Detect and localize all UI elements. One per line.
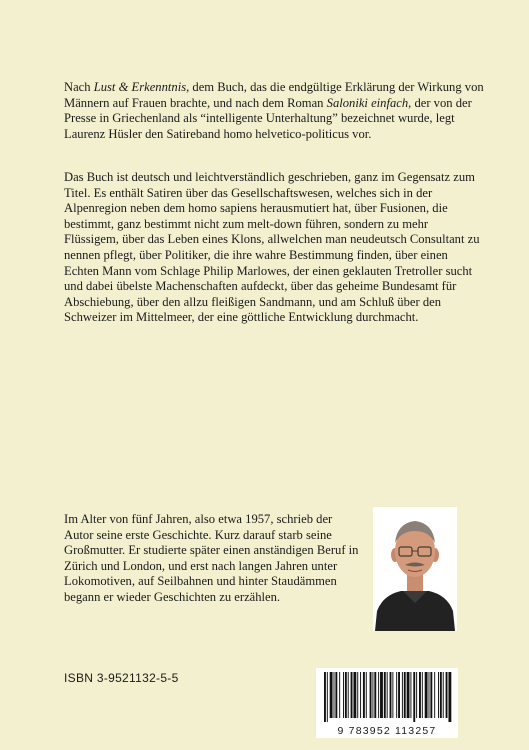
- intro-text-a: Nach: [64, 80, 94, 94]
- barcode-bar: [378, 672, 379, 718]
- barcode-bar: [353, 672, 356, 718]
- barcode-bar: [363, 672, 365, 718]
- barcode-bar: [438, 672, 439, 718]
- barcode-bar: [339, 672, 340, 718]
- barcode-bar: [430, 672, 432, 718]
- intro-text-c: , der von der Presse in Griechenland als “intelligente Unterhaltung” bezeichnet wurde, legt Laurenz Hüsler den Satireband homo helvetico-politicus vor.: [64, 95, 472, 141]
- barcode-bar: [407, 672, 410, 718]
- book-title-saloniki: Saloniki einfach: [326, 95, 409, 110]
- barcode-bar: [440, 672, 442, 718]
- barcode-bar: [370, 672, 372, 718]
- description-paragraph: Das Buch ist deutsch und leichtverständlich geschrieben, ganz im Gegensatz zum Titel. Es enthält Satiren über das Gesellschaftswesen, welches sich in der Alpenregion neben dem homo sapiens herausmutiert hat, über Fusionen, die bestimmt, ganz bestimmt nicht zum melt-down führen, sondern zu mehr Flüssigem, über das Leben eines Klons, allwelchen man neudeutsch Consultant zu nennen pflegt, über Politiker, die ihre wahre Bestimmung finden, über einen Echten Mann vom Schlage Philip Marlowes, der einen geklauten Tretroller sucht und dabei übelste Machenschaften aufdeckt, über das geheime Bundesamt für Abschiebung, über den allzu fleißigen Sandmann, und am Schluß über den Schweizer im Mittelmeer, der eine göttliche Entwicklung durchmacht.: [64, 170, 480, 325]
- barcode-bar: [380, 672, 383, 718]
- barcode-bar: [327, 672, 328, 722]
- barcode-bar: [419, 672, 421, 718]
- barcode-bar: [324, 672, 326, 722]
- author-photo: [373, 507, 457, 631]
- barcode-bar: [343, 672, 344, 718]
- barcode-bar: [422, 672, 423, 718]
- isbn-number: ISBN 3-9521132-5-5: [64, 671, 179, 685]
- barcode-bar: [372, 672, 373, 718]
- barcode-bar: [413, 672, 415, 722]
- barcode-bar: [429, 672, 430, 718]
- barcode-bar: [404, 672, 406, 718]
- barcode-bar: [374, 672, 376, 718]
- barcode-bar: [392, 672, 393, 718]
- barcode-bar: [425, 672, 428, 718]
- barcode-bar: [448, 672, 451, 722]
- barcode-bar: [396, 672, 397, 718]
- barcode-bar: [330, 672, 333, 718]
- barcode-digits: 9 783952 113257: [337, 725, 437, 737]
- barcode-bar: [345, 672, 347, 718]
- intro-paragraph: [64, 80, 484, 142]
- barcode-bar: [360, 672, 361, 718]
- barcode-bar: [348, 672, 349, 718]
- author-bio: Im Alter von fünf Jahren, also etwa 1957, schrieb der Autor seine erste Geschichte. Kurz darauf starb seine Großmutter. Er studierte später einen anständigen Beruf in Zürich und London, und erst nach langen Jahren unter Lokomotiven, auf Seilbahnen und hinter Staudämmen begann er wieder Geschichten zu erzählen.: [64, 512, 359, 604]
- intro-text-b: , dem Buch, das die endgültige Erklärung der Wirkung von Männern auf Frauen brachte, und nach dem Roman: [64, 80, 484, 110]
- barcode-bar: [398, 672, 400, 718]
- barcode-bar: [416, 672, 417, 718]
- barcode: [316, 668, 458, 738]
- barcode-bar: [334, 672, 335, 718]
- barcode-bar: [402, 672, 403, 718]
- barcode-bar: [366, 672, 367, 718]
- barcode-bars: [322, 672, 452, 722]
- barcode-bar: [443, 672, 444, 718]
- barcode-bar: [434, 672, 435, 718]
- barcode-bar: [390, 672, 392, 718]
- book-title-lust: Lust & Erkenntnis: [93, 80, 187, 94]
- barcode-bar: [410, 672, 411, 718]
- barcode-bar: [357, 672, 358, 718]
- barcode-bar: [335, 672, 337, 718]
- barcode-bar: [446, 672, 448, 718]
- barcode-bar: [351, 672, 353, 718]
- barcode-bar: [384, 672, 386, 718]
- barcode-bar: [387, 672, 388, 718]
